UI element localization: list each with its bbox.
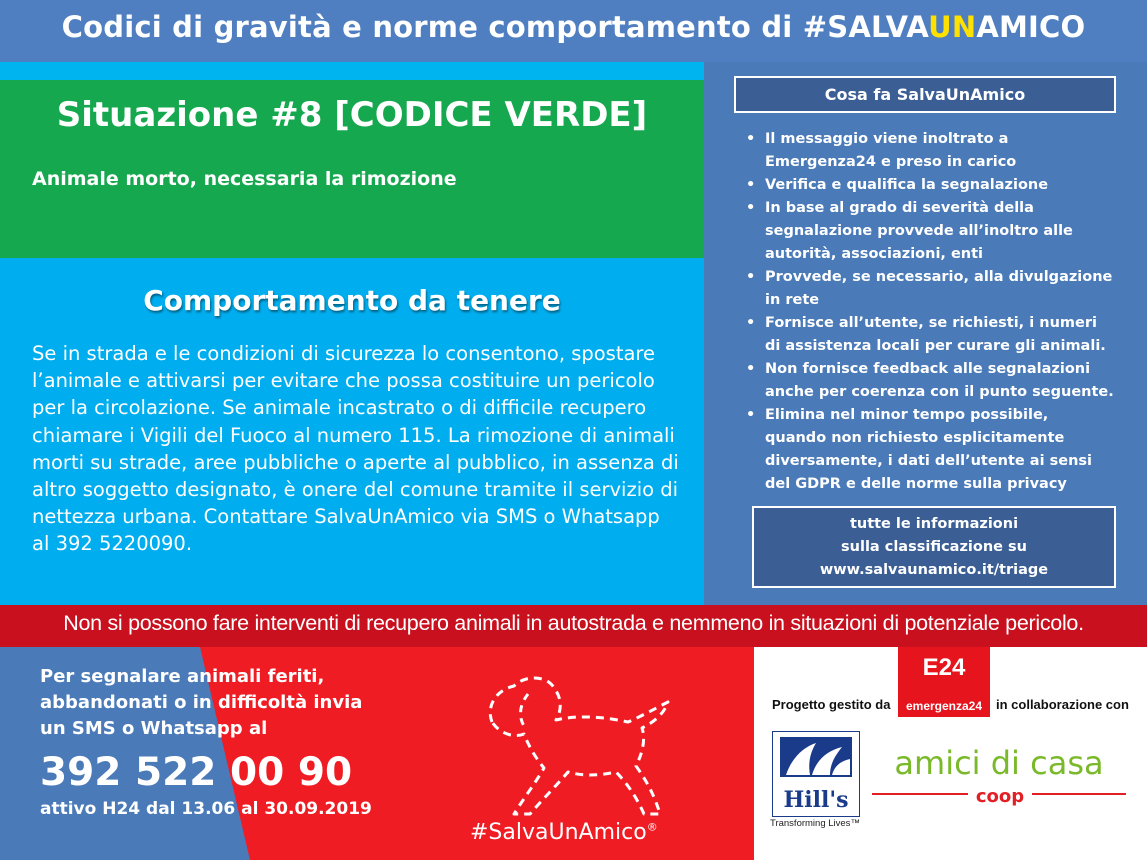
warning-text: Non si possono fare interventi di recupero animali in autostrada e nemmeno in situazioni di potenziale pericolo. bbox=[63, 611, 1084, 635]
project-managed-by: Progetto gestito da bbox=[772, 697, 891, 712]
list-item: • Non fornisce feedback alle segnalazioni anche per coerenza con il punto seguente. bbox=[744, 358, 1114, 404]
list-item: • Fornisce all’utente, se richiesti, i numeri di assistenza locali per curare gli animali. bbox=[744, 312, 1114, 358]
hills-logo bbox=[772, 731, 860, 817]
svg-text:Hill's: Hill's bbox=[783, 787, 849, 813]
page-title: Codici di gravità e norme comportamento di #SALVAUNAMICO bbox=[61, 10, 1086, 44]
project-collaboration: in collaborazione con bbox=[996, 697, 1129, 712]
sidebar-title: Cosa fa SalvaUnAmico bbox=[734, 76, 1116, 113]
hills-tagline: Transforming Lives™ bbox=[770, 818, 860, 829]
svg-text:coop: coop bbox=[975, 786, 1025, 807]
campaign-brand: #SalvaUnAmico® bbox=[470, 820, 658, 845]
triage-link[interactable]: www.salvaunamico.it/triage bbox=[819, 562, 1049, 578]
list-item: • Provvede, se necessario, alla divulgazione in rete bbox=[744, 266, 1114, 312]
title-highlight: UN bbox=[928, 10, 977, 44]
dog-outline-icon bbox=[470, 664, 680, 824]
info-line: tutte le informazioni bbox=[849, 516, 1019, 532]
info-line: sulla classificazione su bbox=[841, 539, 1027, 555]
left-top-strip bbox=[0, 62, 704, 80]
behavior-title: Comportamento da tenere bbox=[143, 284, 561, 317]
svg-text:amici di casa: amici di casa bbox=[894, 746, 1104, 782]
contact-phone[interactable]: 392 522 00 90 bbox=[40, 750, 353, 795]
info-box bbox=[752, 506, 1116, 588]
situation-title: Situazione #8 [CODICE VERDE] bbox=[56, 95, 648, 135]
list-item: • Il messaggio viene inoltrato a Emergenza24 e preso in carico bbox=[744, 128, 1114, 174]
situation-description: Animale morto, necessaria la rimozione bbox=[32, 168, 457, 190]
e24-logo: E24 bbox=[898, 647, 990, 695]
list-item: • In base al grado di severità della segnalazione provvede all’inoltro alle autorità, associazioni, enti bbox=[744, 197, 1114, 266]
emergenza24-label: emergenza24 bbox=[898, 695, 990, 717]
contact-active-period: attivo H24 dal 13.06 al 30.09.2019 bbox=[40, 799, 372, 819]
list-item: • Verifica e qualifica la segnalazione bbox=[744, 174, 1114, 197]
list-item: • Elimina nel minor tempo possibile, quando non richiesto esplicitamente diversamente, i dati dell’utente ai sensi del GDPR e delle norme sulla privacy bbox=[744, 404, 1114, 496]
behavior-text: Se in strada e le condizioni di sicurezza lo consentono, spostare l’animale e attivarsi per evitare che possa costituire un pericolo per la circolazione. Se animale incastrato o di difficile recupero chiamare i Vigili del Fuoco al numero 115. La rimozione di animali morti su strade, aree pubbliche o aperte al pubblico, in assenza di altro soggetto designato, è onere del comune tramite il servizio di nettezza urbana. Contattare SalvaUnAmico via SMS o Whatsapp al 392 5220090. bbox=[32, 342, 679, 556]
amici-di-casa-logo bbox=[872, 746, 1126, 808]
contact-text: Per segnalare animali feriti, abbandonati o in difficoltà invia un SMS o Whatsapp al bbox=[40, 666, 363, 739]
sidebar-bullet-list bbox=[744, 128, 1114, 496]
